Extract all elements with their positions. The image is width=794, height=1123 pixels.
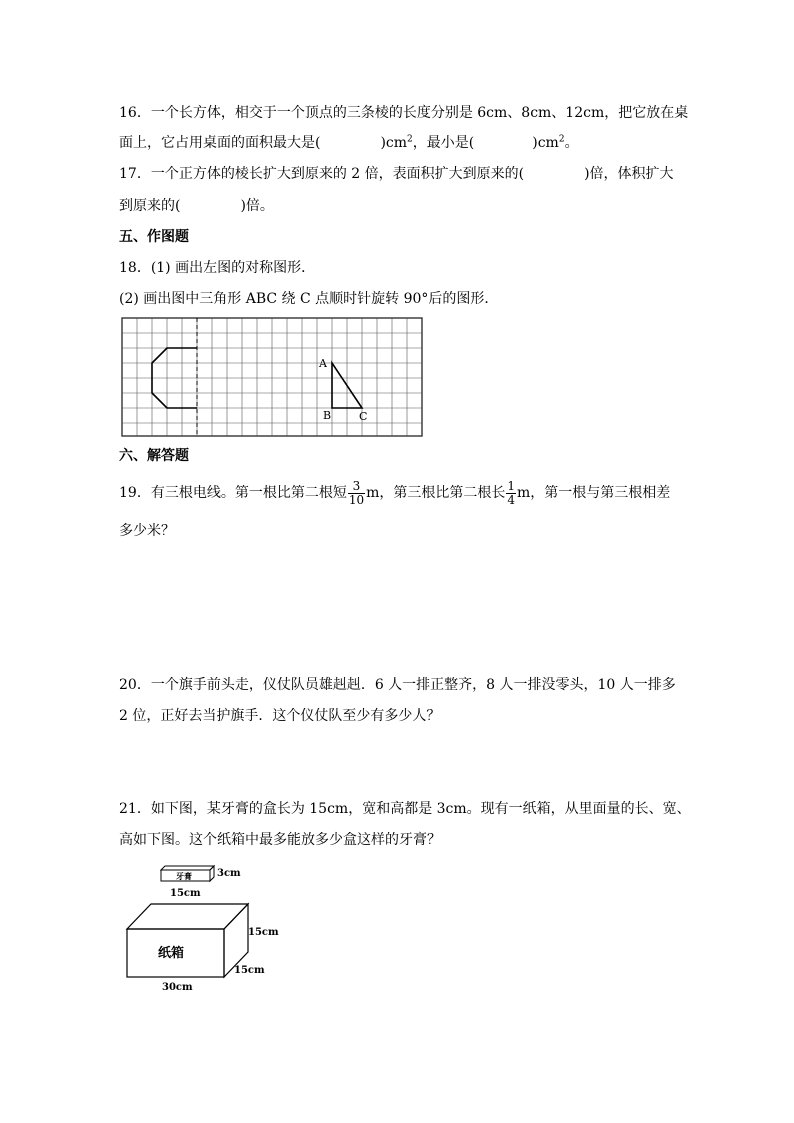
q19-line2: 多少米？ <box>119 523 175 539</box>
q19-line1 <box>119 479 670 507</box>
box-height: 15cm <box>248 927 279 938</box>
q20-line1: 20．一个旗手前头走，仪仗队员雄赳赳．6 人一排正整齐，8 人一排没零头，10 人一排多 <box>119 677 676 693</box>
paper-box <box>127 904 248 977</box>
q18-line2: (2) 画出图中三角形 ABC 绕 C 点顺时针旋转 90°后的图形． <box>119 291 499 307</box>
q18-grid-figure <box>121 317 425 439</box>
q19-text-a: 19．有三根电线。第一根比第二根短 <box>119 485 347 501</box>
toothpaste-label: 牙膏 <box>176 871 192 881</box>
q16-sup-2: 2 <box>558 134 565 145</box>
q19-frac1-num: 3 <box>348 480 365 494</box>
q16-line2 <box>119 133 579 153</box>
q21-figure <box>120 862 290 997</box>
q20-line2: 2 位，正好去当护旗手．这个仪仗队至少有多少人？ <box>119 708 441 724</box>
box-label: 纸箱 <box>158 946 185 961</box>
q19-fraction-2 <box>506 480 516 507</box>
q19-text-b: m，第三根比第二根长 <box>366 485 506 501</box>
q17-text-d: )倍。 <box>240 198 274 214</box>
q16-sup-1: 2 <box>407 134 413 145</box>
section5-heading: 五、作图题 <box>119 229 189 245</box>
q19-text-c: m，第一根与第三根相差 <box>517 485 671 501</box>
q19-frac2-num: 1 <box>507 478 516 493</box>
toothpaste-height: 3cm <box>217 868 241 879</box>
q16-text-d: )cm <box>532 135 559 151</box>
q16-text-b: )cm <box>380 135 408 151</box>
q19-frac1-den: 10 <box>348 492 365 507</box>
q19-frac2-den: 4 <box>507 492 516 507</box>
label-b: B <box>323 409 332 422</box>
q21-line2: 高如下图。这个纸箱中最多能放多少盒这样的牙膏？ <box>119 832 441 848</box>
grid-lines <box>122 318 422 436</box>
toothpaste-length: 15cm <box>170 888 201 899</box>
box-width: 15cm <box>234 965 265 976</box>
q17-line2 <box>119 196 274 216</box>
q18-line1: 18．(1) 画出左图的对称图形． <box>119 260 316 276</box>
label-c: C <box>359 410 368 423</box>
section6-heading: 六、解答题 <box>119 448 189 464</box>
q21-line1: 21．如下图，某牙膏的盒长为 15cm，宽和高都是 3cm。现有一纸箱，从里面量的长、宽、 <box>119 801 691 817</box>
q17-text-c: 到原来的( <box>119 198 181 214</box>
label-a: A <box>319 357 327 370</box>
q16-text-c: ，最小是( <box>412 135 475 151</box>
q17-text-b: )倍，体积扩大 <box>584 166 674 182</box>
q16-text-a: 面上，它占用桌面的面积最大是( <box>119 135 321 151</box>
q17-line1 <box>119 164 674 184</box>
q16-text-e: 。 <box>564 135 579 151</box>
box-length: 30cm <box>162 982 193 993</box>
q17-text-a: 17．一个正方体的棱长扩大到原来的 2 倍，表面积扩大到原来的( <box>119 166 525 182</box>
q16-line1: 16．一个长方体，相交于一个顶点的三条棱的长度分别是 6cm、8cm、12cm，把它放在桌 <box>119 105 689 121</box>
q19-fraction-1 <box>348 480 365 507</box>
